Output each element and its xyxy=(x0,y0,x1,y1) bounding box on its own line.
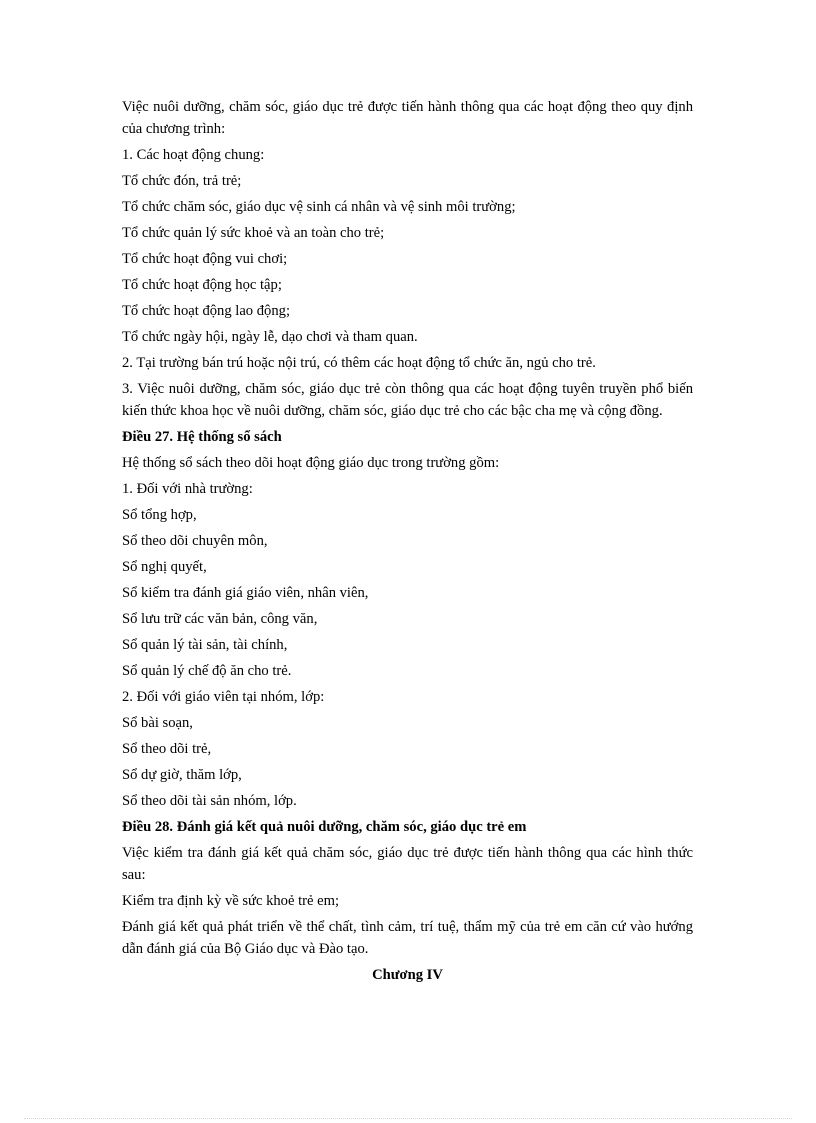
list-item: Tổ chức chăm sóc, giáo dục vệ sinh cá nhân và vệ sinh môi trường; xyxy=(122,199,516,215)
list-item: Sổ bài soạn, xyxy=(122,715,193,731)
article-27-heading: Điều 27. Hệ thống sổ sách xyxy=(122,429,282,445)
chapter-heading: Chương IV xyxy=(372,967,443,983)
list-item: Sổ quản lý tài sản, tài chính, xyxy=(122,637,288,653)
list-item: Sổ theo dõi chuyên môn, xyxy=(122,533,268,549)
list-heading-general-activities: 1. Các hoạt động chung: xyxy=(122,147,265,163)
list-item: Tổ chức hoạt động vui chơi; xyxy=(122,251,288,267)
list-item: Sổ kiểm tra đánh giá giáo viên, nhân viên, xyxy=(122,585,369,601)
list-item: Sổ tổng hợp, xyxy=(122,507,197,523)
list-heading-teachers: 2. Đối với giáo viên tại nhóm, lớp: xyxy=(122,689,325,705)
paragraph-outreach: 3. Việc nuôi dưỡng, chăm sóc, giáo dục trẻ còn thông qua các hoạt động tuyên truyền phổ biến kiến thức khoa học về nuôi dưỡng, chăm sóc, giáo dục trẻ cho các bậc cha mẹ và cộng đồng. xyxy=(122,381,693,419)
article-28-heading: Điều 28. Đánh giá kết quả nuôi dưỡng, chăm sóc, giáo dục trẻ em xyxy=(122,819,527,835)
list-item: Sổ nghị quyết, xyxy=(122,559,207,575)
list-item: Sổ theo dõi tài sản nhóm, lớp. xyxy=(122,793,297,809)
paragraph-boarding: 2. Tại trường bán trú hoặc nội trú, có thêm các hoạt động tổ chức ăn, ngủ cho trẻ. xyxy=(122,355,596,371)
paragraph-records-intro: Hệ thống sổ sách theo dõi hoạt động giáo dục trong trường gồm: xyxy=(122,455,500,471)
page-bottom-divider xyxy=(24,1118,792,1119)
list-item: Tổ chức hoạt động học tập; xyxy=(122,277,282,293)
paragraph-intro: Việc nuôi dưỡng, chăm sóc, giáo dục trẻ được tiến hành thông qua các hoạt động theo quy định của chương trình: xyxy=(122,99,693,137)
list-item: Tổ chức hoạt động lao động; xyxy=(122,303,290,319)
list-item: Sổ quản lý chế độ ăn cho trẻ. xyxy=(122,663,292,679)
document-page xyxy=(122,96,693,986)
paragraph-evaluation-intro: Việc kiểm tra đánh giá kết quả chăm sóc, giáo dục trẻ được tiến hành thông qua các hình thức sau: xyxy=(122,845,693,883)
list-item: Tổ chức quản lý sức khoẻ và an toàn cho trẻ; xyxy=(122,225,385,241)
list-item: Tổ chức ngày hội, ngày lễ, dạo chơi và tham quan. xyxy=(122,329,418,345)
list-item: Sổ dự giờ, thăm lớp, xyxy=(122,767,242,783)
list-item: Sổ lưu trữ các văn bản, công văn, xyxy=(122,611,318,627)
list-item: Tổ chức đón, trả trẻ; xyxy=(122,173,242,189)
list-item: Kiểm tra định kỳ về sức khoẻ trẻ em; xyxy=(122,893,340,909)
paragraph-development-evaluation: Đánh giá kết quả phát triển về thể chất, tình cảm, trí tuệ, thẩm mỹ của trẻ em căn cứ vào hướng dẫn đánh giá của Bộ Giáo dục và Đào tạo. xyxy=(122,919,693,957)
list-heading-school: 1. Đối với nhà trường: xyxy=(122,481,253,497)
list-item: Sổ theo dõi trẻ, xyxy=(122,741,212,757)
